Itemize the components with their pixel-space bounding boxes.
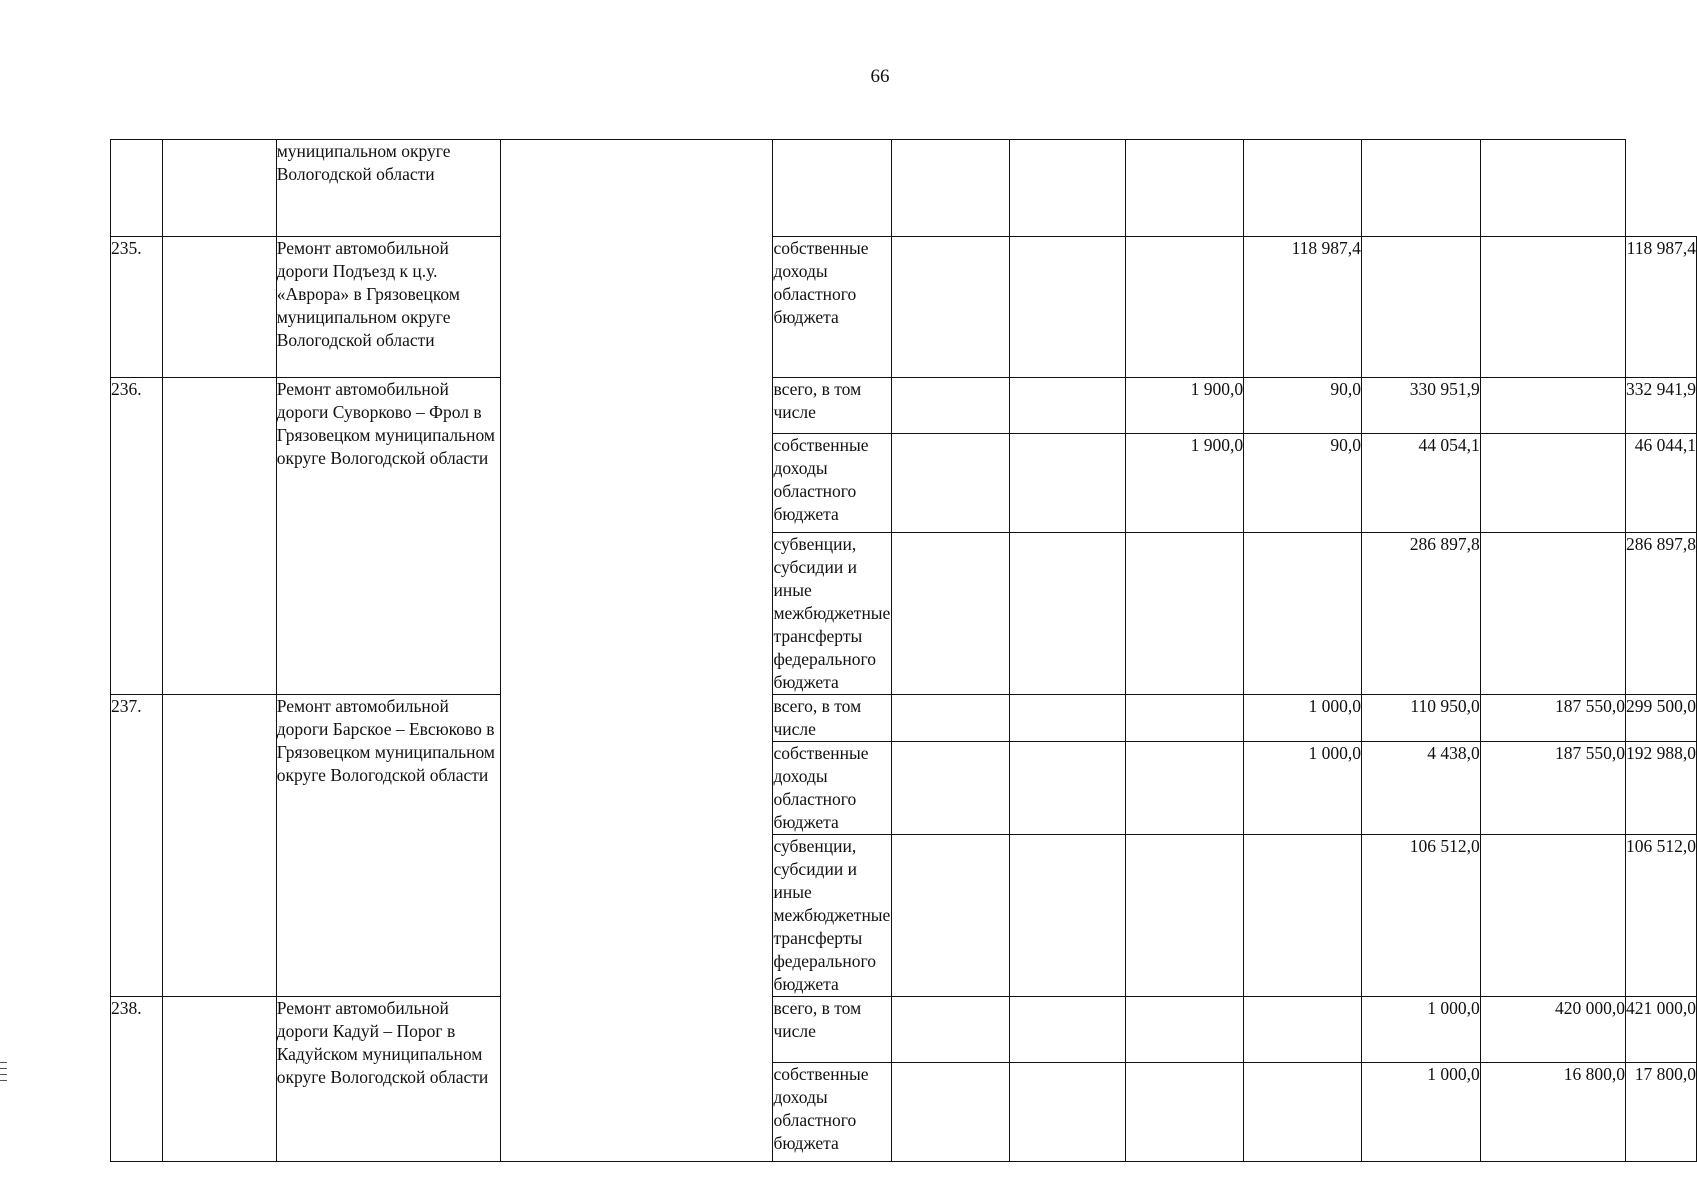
value-cell (1480, 140, 1625, 237)
value-cell: 286 897,8 (1361, 533, 1480, 695)
funding-source-cell: всего, в том числе (773, 997, 892, 1063)
value-cell: 118 987,4 (1244, 237, 1362, 378)
object-name-cell: Ремонт автомобильной дороги Кадуй – Порог в Кадуйском муниципальном округе Вологодской области (276, 997, 500, 1162)
funding-source-cell: собственные доходы областного бюджета (773, 1063, 892, 1162)
value-cell: 44 054,1 (1361, 434, 1480, 533)
value-cell: 118 987,4 (1626, 237, 1697, 378)
value-cell (1480, 835, 1625, 997)
value-cell (1480, 533, 1625, 695)
value-cell (1009, 434, 1125, 533)
row-number-cell: 238. (111, 997, 163, 1162)
funding-source-cell: всего, в том числе (773, 695, 892, 742)
value-cell (1009, 378, 1125, 434)
object-name-cell: Ремонт автомобильной дороги Суворково – Фрол в Грязовецком муниципальном округе Вологодской области (276, 378, 500, 695)
margin-mark (0, 1062, 7, 1063)
funding-source-cell: собственные доходы областного бюджета (773, 237, 892, 378)
blank-cell (163, 237, 276, 378)
value-cell (892, 434, 1009, 533)
object-name-cell: Ремонт автомобильной дороги Подъезд к ц.у. «Аврора» в Грязовецком муниципальном округе Вологодской области (276, 237, 500, 378)
value-cell (1244, 997, 1362, 1063)
value-cell (1125, 140, 1243, 237)
value-cell (892, 140, 1009, 237)
value-cell (1009, 1063, 1125, 1162)
value-cell: 46 044,1 (1626, 434, 1697, 533)
table-row (111, 140, 1697, 237)
value-cell: 192 988,0 (1626, 742, 1697, 835)
value-cell: 17 800,0 (1626, 1063, 1697, 1162)
value-cell (1480, 237, 1625, 378)
value-cell: 421 000,0 (1626, 997, 1697, 1063)
value-cell (1125, 695, 1243, 742)
value-cell (1361, 237, 1480, 378)
value-cell: 1 000,0 (1244, 695, 1362, 742)
value-cell (1009, 695, 1125, 742)
value-cell: 90,0 (1244, 434, 1362, 533)
table-row (111, 378, 1697, 434)
blank-cell (163, 378, 276, 695)
value-cell: 4 438,0 (1361, 742, 1480, 835)
value-cell (1125, 1063, 1243, 1162)
blank-cell (163, 140, 276, 237)
value-cell: 1 000,0 (1244, 742, 1362, 835)
value-cell (1009, 742, 1125, 835)
blank-cell (163, 997, 276, 1162)
value-cell (1009, 533, 1125, 695)
value-cell (1009, 237, 1125, 378)
value-cell (1125, 997, 1243, 1063)
page-number: 66 (870, 66, 890, 87)
value-cell (1125, 533, 1243, 695)
funding-source-cell: субвенции, субсидии и иные межбюджетные трансферты федерального бюджета (773, 533, 892, 695)
value-cell (892, 1063, 1009, 1162)
value-cell: 1 000,0 (1361, 997, 1480, 1063)
funding-source-cell: собственные доходы областного бюджета (773, 434, 892, 533)
value-cell (1480, 434, 1625, 533)
blank-cell (611, 140, 773, 1162)
table-row (111, 695, 1697, 742)
value-cell: 106 512,0 (1361, 835, 1480, 997)
value-cell: 330 951,9 (1361, 378, 1480, 434)
value-cell: 16 800,0 (1480, 1063, 1625, 1162)
value-cell (1009, 997, 1125, 1063)
value-cell: 1 900,0 (1125, 434, 1243, 533)
row-number-cell: 237. (111, 695, 163, 997)
value-cell (1125, 835, 1243, 997)
row-number-cell: 236. (111, 378, 163, 695)
value-cell: 299 500,0 (1626, 695, 1697, 742)
value-cell: 187 550,0 (1480, 742, 1625, 835)
value-cell (1244, 835, 1362, 997)
table-row (111, 237, 1697, 378)
value-cell (1125, 742, 1243, 835)
budget-table (110, 139, 1697, 1162)
value-cell (1480, 378, 1625, 434)
margin-mark (0, 1068, 7, 1069)
value-cell (892, 997, 1009, 1063)
merged-column-cell (501, 140, 611, 1162)
value-cell: 332 941,9 (1626, 378, 1697, 434)
table-row (111, 997, 1697, 1063)
value-cell (892, 742, 1009, 835)
row-number-cell: 235. (111, 237, 163, 378)
value-cell (1125, 237, 1243, 378)
value-cell (1244, 1063, 1362, 1162)
value-cell: 110 950,0 (1361, 695, 1480, 742)
value-cell: 1 000,0 (1361, 1063, 1480, 1162)
value-cell (1009, 835, 1125, 997)
value-cell (892, 533, 1009, 695)
value-cell (892, 378, 1009, 434)
value-cell: 1 900,0 (1125, 378, 1243, 434)
value-cell (1009, 140, 1125, 237)
value-cell (892, 695, 1009, 742)
row-number-cell (111, 140, 163, 237)
value-cell (1361, 140, 1480, 237)
funding-source-cell: собственные доходы областного бюджета (773, 742, 892, 835)
funding-source-cell (773, 140, 892, 237)
value-cell: 90,0 (1244, 378, 1362, 434)
funding-source-cell: субвенции, субсидии и иные межбюджетные трансферты федерального бюджета (773, 835, 892, 997)
margin-mark (0, 1080, 7, 1081)
value-cell: 187 550,0 (1480, 695, 1625, 742)
value-cell (1244, 533, 1362, 695)
margin-mark (0, 1074, 7, 1075)
blank-cell (163, 695, 276, 997)
value-cell (892, 835, 1009, 997)
table-body (111, 140, 1697, 1162)
value-cell (892, 237, 1009, 378)
value-cell: 106 512,0 (1626, 835, 1697, 997)
funding-source-cell: всего, в том числе (773, 378, 892, 434)
value-cell: 420 000,0 (1480, 997, 1625, 1063)
value-cell (1244, 140, 1362, 237)
object-name-cell: Ремонт автомобильной дороги Барское – Евсюково в Грязовецком муниципальном округе Вологодской области (276, 695, 500, 997)
value-cell: 286 897,8 (1626, 533, 1697, 695)
object-name-cell: муниципальном округе Вологодской области (276, 140, 500, 237)
